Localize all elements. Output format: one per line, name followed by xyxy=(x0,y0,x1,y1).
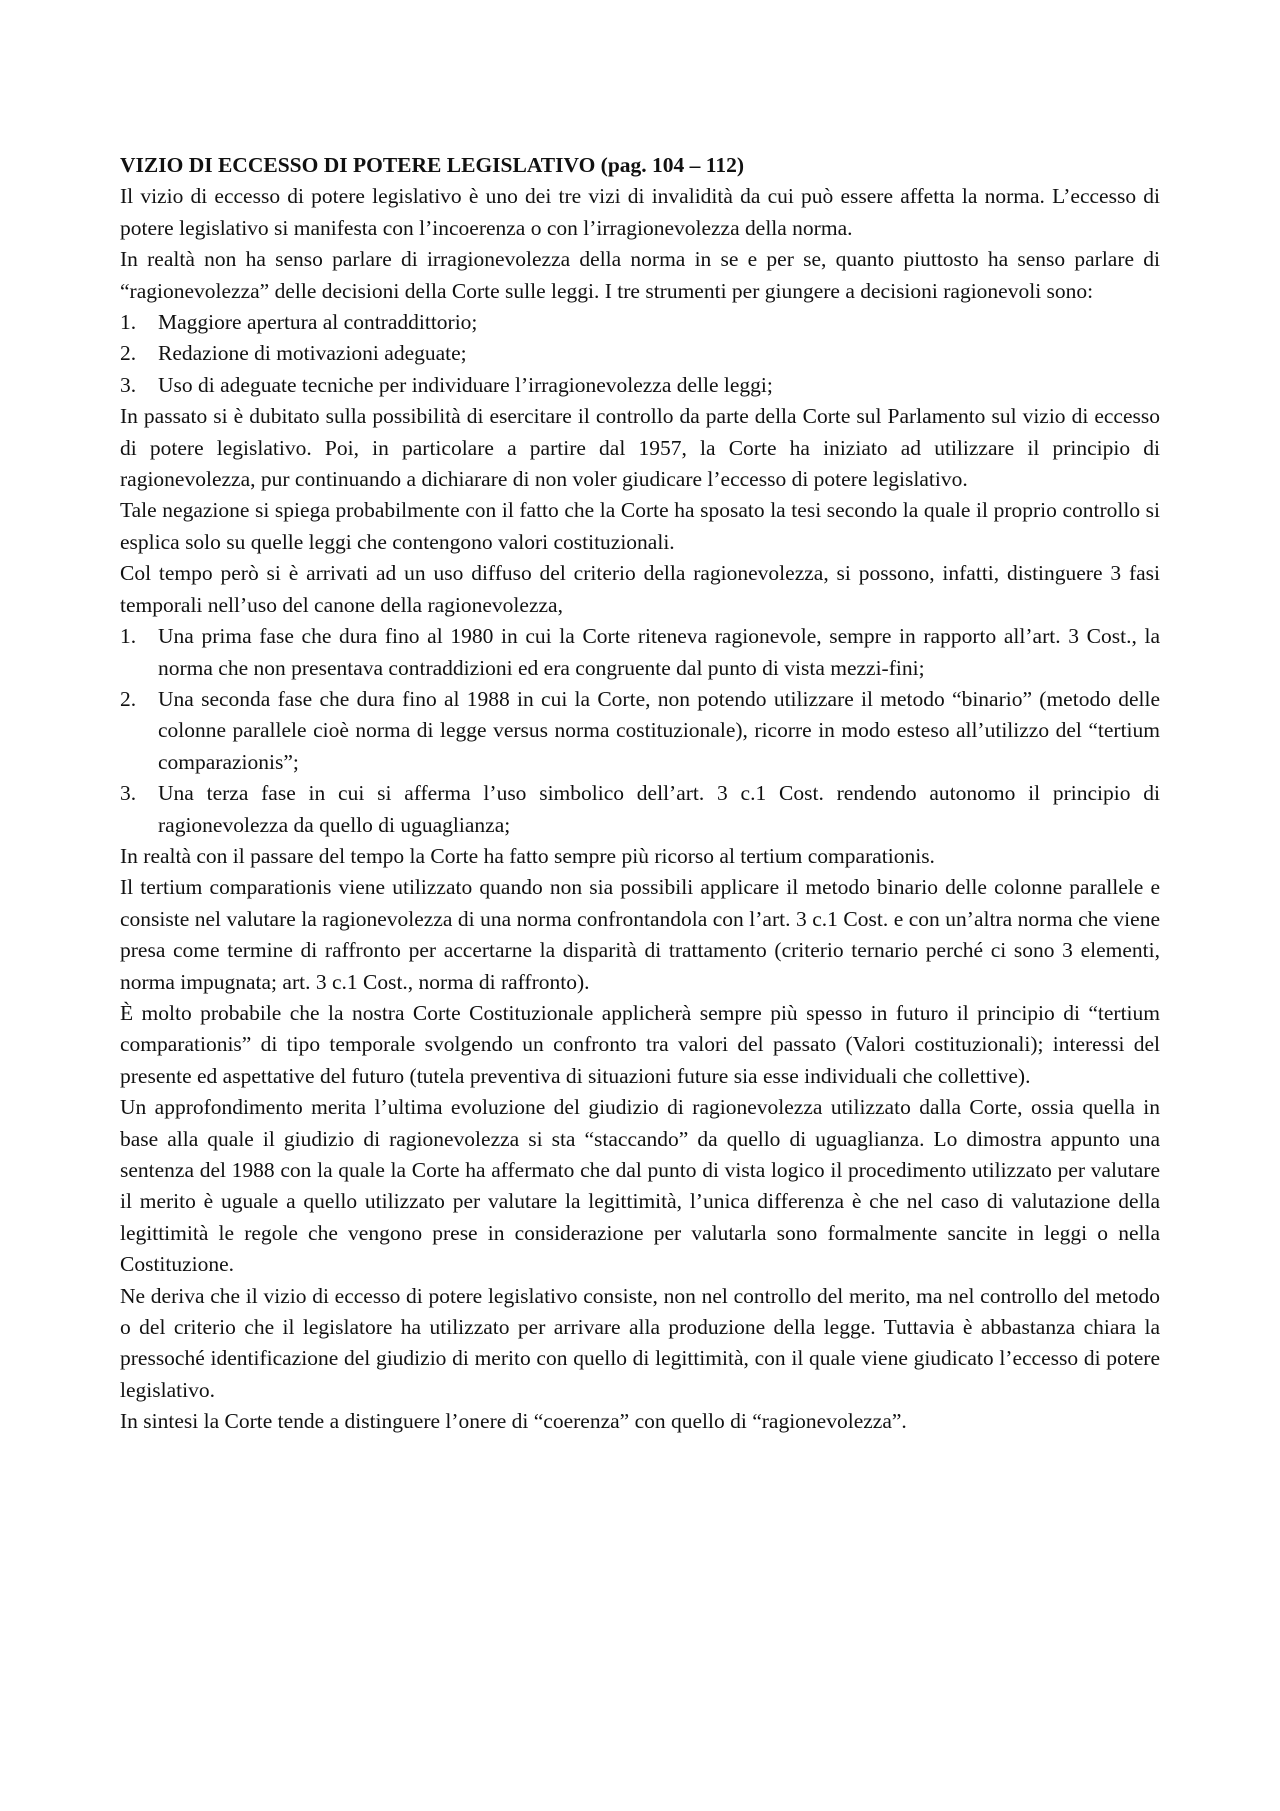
list-item xyxy=(120,778,1160,841)
paragraph-9: Un approfondimento merita l’ultima evoluzione del giudizio di ragionevolezza utilizzato dalla Corte, ossia quella in base alla quale il giudizio di ragionevolezza si sta “staccando” da quello di uguaglianza. Lo dimostra appunto una sentenza del 1988 con la quale la Corte ha affermato che dal punto di vista logico il procedimento utilizzato per valutare il merito è uguale a quello utilizzato per valutare la legittimità, l’unica differenza è che nel caso di valutazione della legittimità le regole che vengono prese in considerazione per valutarla sono formalmente sancite in leggi o nella Costituzione. xyxy=(120,1095,1160,1277)
paragraph-4: Tale negazione si spiega probabilmente con il fatto che la Corte ha sposato la tesi secondo la quale il proprio controllo si esplica solo su quelle leggi che contengono valori costituzionali. xyxy=(120,498,1160,554)
list-text: Maggiore apertura al contraddittorio; xyxy=(158,310,478,335)
paragraph-8: È molto probabile che la nostra Corte Costituzionale applicherà sempre più spesso in futuro il principio di “tertium comparationis” di tipo temporale svolgendo un confronto tra valori del passato (Valori costituzionali); interessi del presente ed aspettative del futuro (tutela preventiva di situazioni future sia esse individuali che collettive). xyxy=(120,1000,1160,1088)
list-text: Uso di adeguate tecniche per individuare l’irragionevolezza delle leggi; xyxy=(158,372,773,397)
paragraph-10: Ne deriva che il vizio di eccesso di potere legislativo consiste, non nel controllo del merito, ma nel controllo del metodo o del criterio che il legislatore ha utilizzato per arrivare alla produzione della legge. Tuttavia è abbastanza chiara la pressoché identificazione del giudizio di merito con quello di legittimità, con il quale viene giudicato l’eccesso di potere legislativo. xyxy=(120,1283,1160,1402)
list-item xyxy=(120,307,1160,338)
paragraph-3: In passato si è dubitato sulla possibilità di esercitare il controllo da parte della Corte sul Parlamento sul vizio di eccesso di potere legislativo. Poi, in particolare a partire dal 1957, la Corte ha iniziato ad utilizzare il principio di ragionevolezza, pur continuando a dichiarare di non voler giudicare l’eccesso di potere legislativo. xyxy=(120,404,1160,492)
document-title: VIZIO DI ECCESSO DI POTERE LEGISLATIVO (pag. 104 – 112) xyxy=(120,153,745,177)
list-item xyxy=(120,684,1160,778)
paragraph-7: Il tertium comparationis viene utilizzato quando non sia possibili applicare il metodo binario delle colonne parallele e consiste nel valutare la ragionevolezza di una norma confrontandola con l’art. 3 c.1 Cost. e con un’altra norma che viene presa come termine di raffronto per accertarne la disparità di trattamento (criterio ternario perché ci sono 3 elementi, norma impugnata; art. 3 c.1 Cost., norma di raffronto). xyxy=(120,875,1160,994)
paragraph-5: Col tempo però si è arrivati ad un uso diffuso del criterio della ragionevolezza, si possono, infatti, distinguere 3 fasi temporali nell’uso del canone della ragionevolezza, xyxy=(120,561,1160,617)
list-number: 1. xyxy=(120,624,137,649)
tools-list xyxy=(120,307,1160,401)
phases-list xyxy=(120,621,1160,841)
paragraph-1: Il vizio di eccesso di potere legislativo è uno dei tre vizi di invalidità da cui può essere affetta la norma. L’eccesso di potere legislativo si manifesta con l’incoerenza o con l’irragionevolezza della norma. xyxy=(120,184,1160,240)
list-text: Una seconda fase che dura fino al 1988 in cui la Corte, non potendo utilizzare il metodo “binario” (metodo delle colonne parallele cioè norma di legge versus norma costituzionale), ricorre in modo esteso all’utilizzo del “tertium comparazionis”; xyxy=(158,686,1160,774)
list-number: 2. xyxy=(120,341,137,366)
list-number: 1. xyxy=(120,310,137,335)
list-number: 3. xyxy=(120,372,137,397)
paragraph-11: In sintesi la Corte tende a distinguere l’onere di “coerenza” con quello di “ragionevolezza”. xyxy=(120,1409,907,1434)
list-text: Una prima fase che dura fino al 1980 in cui la Corte riteneva ragionevole, sempre in rapporto all’art. 3 Cost., la norma che non presentava contraddizioni ed era congruente dal punto di vista mezzi-fini; xyxy=(158,624,1160,680)
list-text: Una terza fase in cui si afferma l’uso simbolico dell’art. 3 c.1 Cost. rendendo autonomo il principio di ragionevolezza da quello di uguaglianza; xyxy=(158,781,1160,837)
document-page xyxy=(120,150,1160,1438)
list-number: 2. xyxy=(120,686,137,711)
list-item xyxy=(120,621,1160,684)
paragraph-6: In realtà con il passare del tempo la Corte ha fatto sempre più ricorso al tertium comparationis. xyxy=(120,843,935,868)
list-text: Redazione di motivazioni adeguate; xyxy=(158,341,467,366)
paragraph-2: In realtà non ha senso parlare di irragionevolezza della norma in se e per se, quanto piuttosto ha senso parlare di “ragionevolezza” delle decisioni della Corte sulle leggi. I tre strumenti per giungere a decisioni ragionevoli sono: xyxy=(120,247,1160,303)
list-number: 3. xyxy=(120,781,137,806)
list-item xyxy=(120,370,1160,401)
list-item xyxy=(120,338,1160,369)
